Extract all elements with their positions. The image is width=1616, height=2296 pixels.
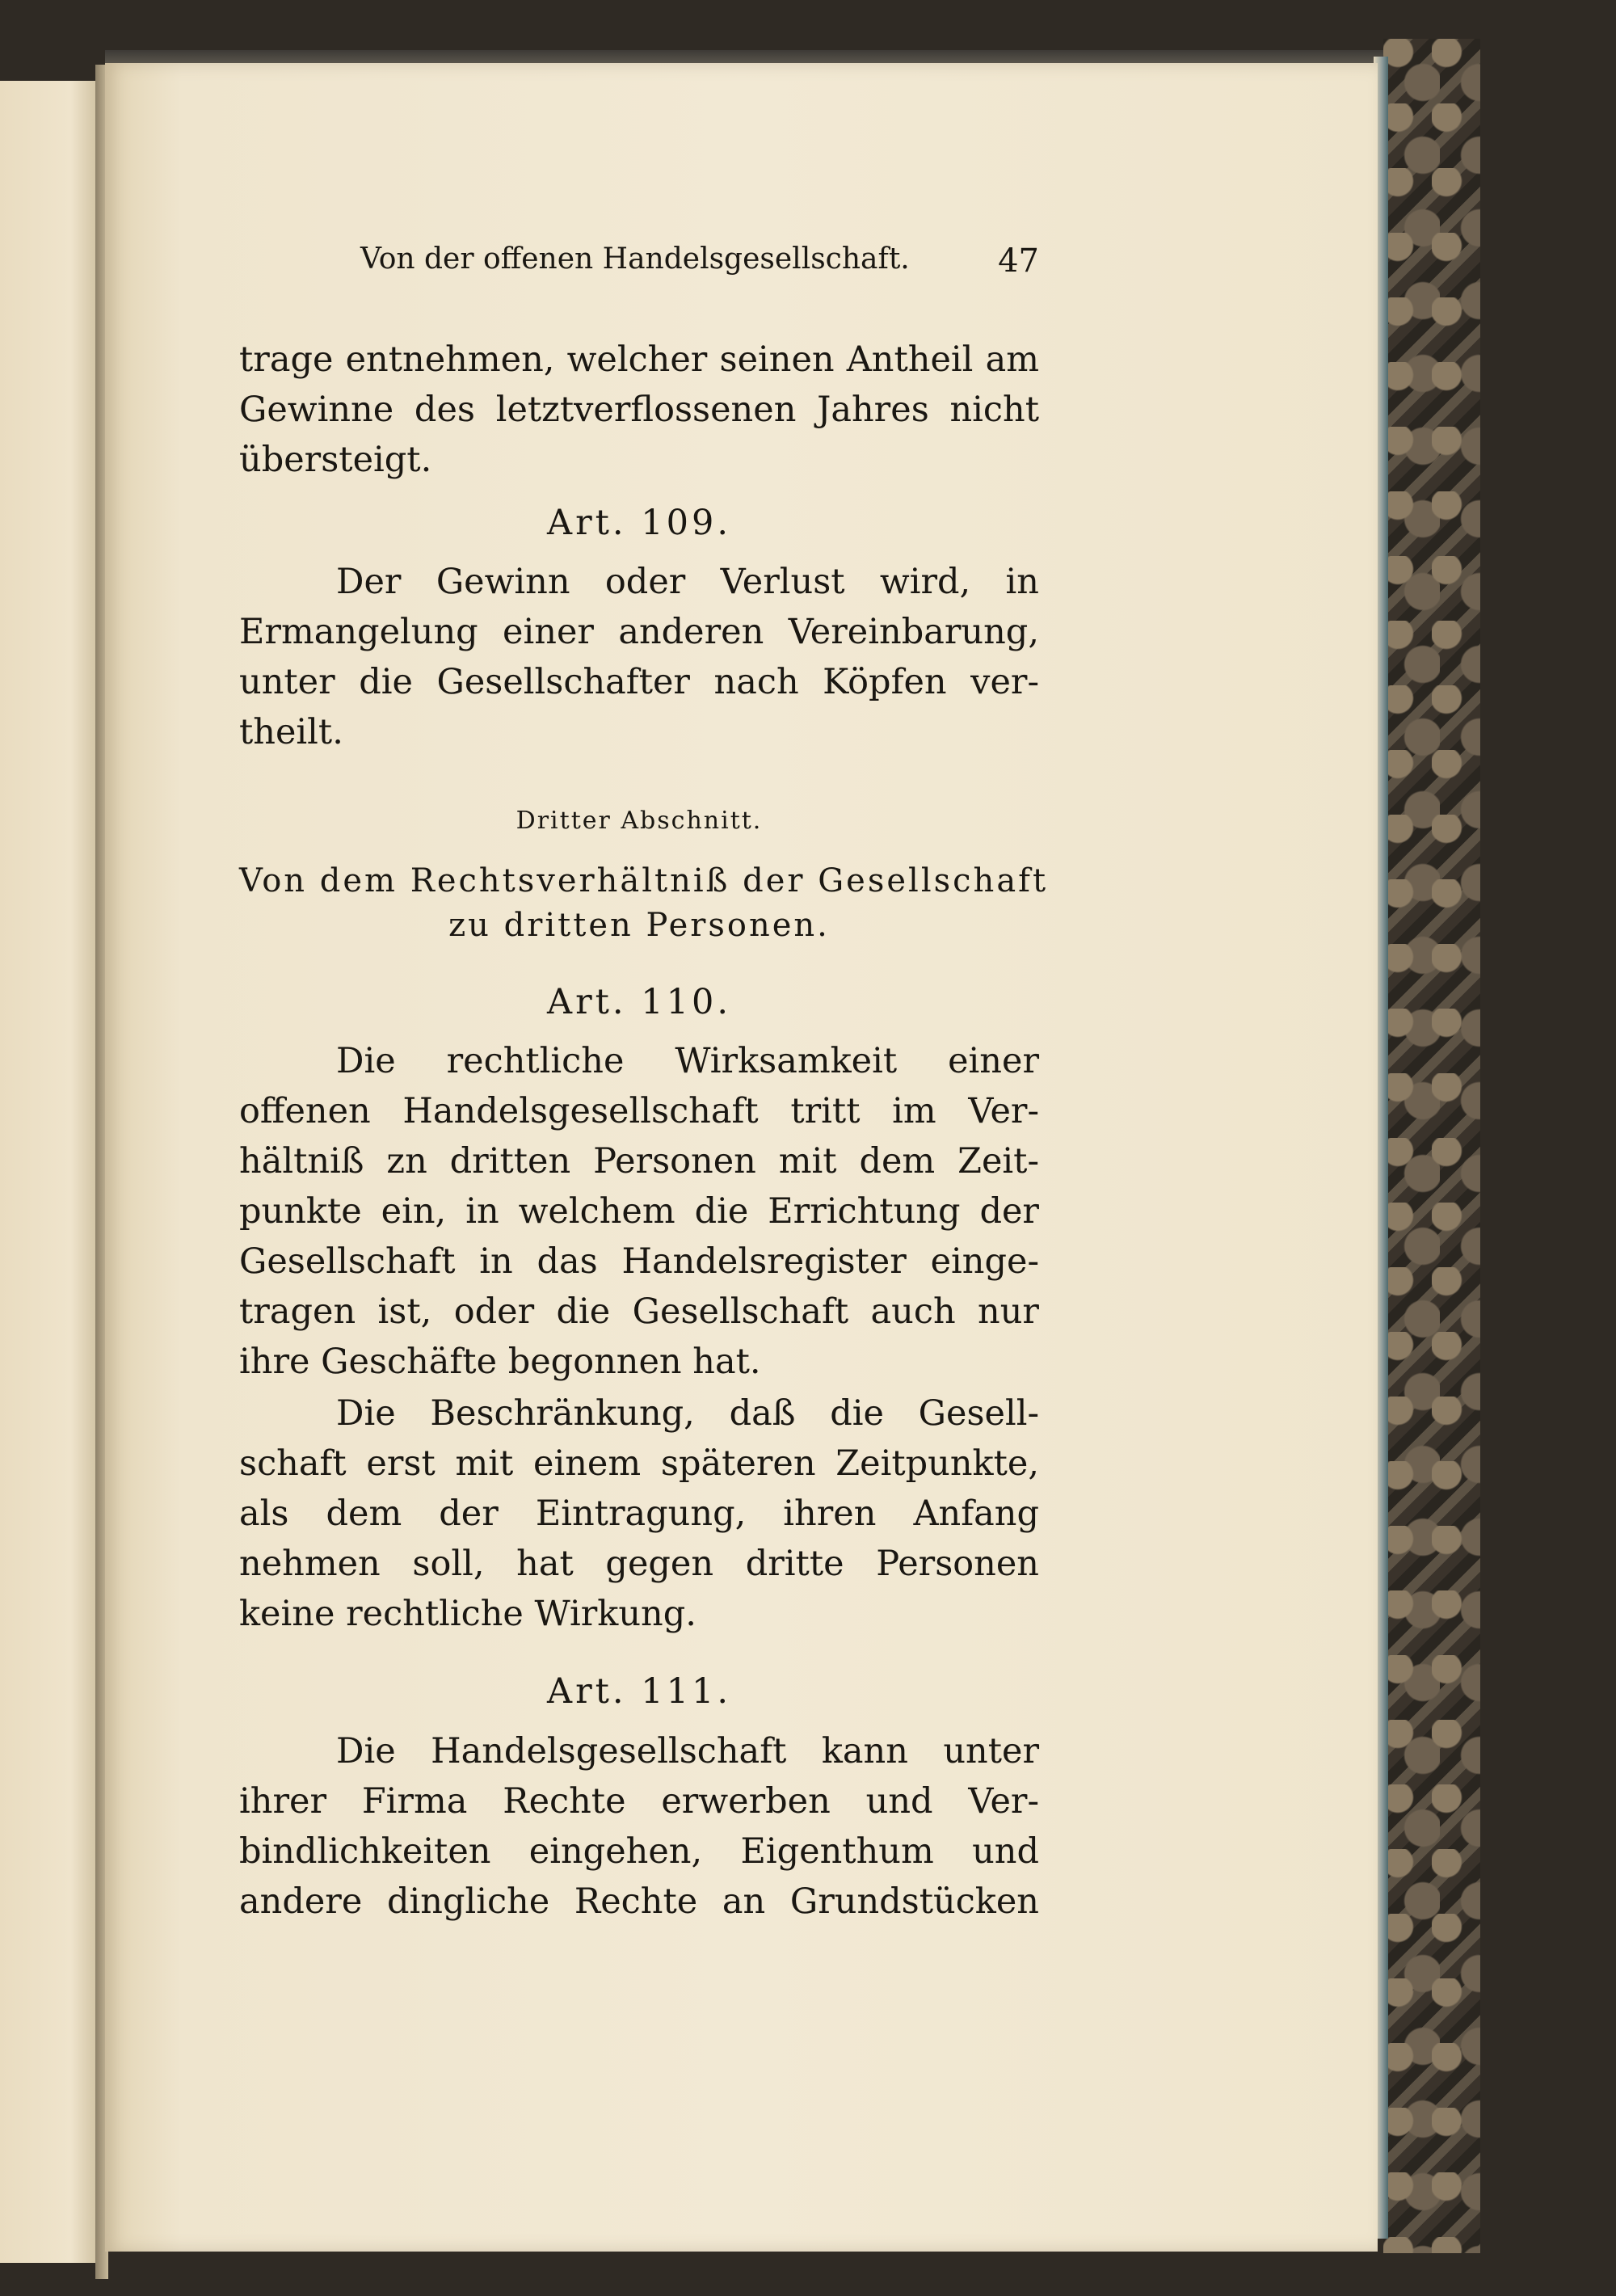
text-line: Der Gewinn oder Verlust wird, in <box>336 562 1039 602</box>
text-line: theilt. <box>239 712 343 752</box>
article-110-heading: Art. 110. <box>547 982 731 1022</box>
text-line: ihrer Firma Rechte erwerben und Ver- <box>239 1781 1039 1822</box>
text-line: schaft erst mit einem späteren Zeitpunkte, <box>239 1443 1039 1484</box>
section-heading-line: Von dem Rechtsverhältniß der Gesellschaft <box>239 862 1049 899</box>
marbled-cover <box>1383 39 1480 2253</box>
left-page-edge <box>0 81 101 2263</box>
text-line: Die Handelsgesellschaft kann unter <box>336 1731 1039 1772</box>
text-line: offenen Handelsgesellschaft tritt im Ver- <box>239 1091 1039 1131</box>
text-line: hältniß zn dritten Personen mit dem Zeit- <box>239 1141 1039 1182</box>
text-line: nehmen soll, hat gegen dritte Personen <box>239 1544 1039 1584</box>
text-line: Gesellschaft in das Handelsregister einge- <box>239 1241 1039 1282</box>
page-number: 47 <box>998 242 1039 280</box>
text-line: unter die Gesellschafter nach Köpfen ver- <box>239 662 1039 702</box>
text-line: übersteigt. <box>239 440 432 480</box>
article-109-heading: Art. 109. <box>547 503 731 543</box>
running-title: Von der offenen Handelsgesellschaft. <box>360 242 910 276</box>
text-line: punkte ein, in welchem die Errichtung der <box>239 1191 1039 1232</box>
text-line: als dem der Eintragung, ihren Anfang <box>239 1493 1039 1534</box>
section-heading-line: zu dritten Personen. <box>448 907 830 944</box>
text-line: andere dingliche Rechte an Grundstücken <box>239 1881 1039 1922</box>
section-label: Dritter Abschnitt. <box>516 807 763 835</box>
text-line: tragen ist, oder die Gesellschaft auch nur <box>239 1291 1039 1332</box>
text-line: bindlichkeiten eingehen, Eigenthum und <box>239 1831 1039 1872</box>
text-line: Ermangelung einer anderen Vereinbarung, <box>239 612 1039 652</box>
text-line: Die rechtliche Wirksamkeit einer <box>336 1041 1039 1081</box>
text-line: ihre Geschäfte begonnen hat. <box>239 1342 761 1382</box>
text-line: Gewinne des letztverflossenen Jahres nicht <box>239 390 1039 430</box>
text-line: trage entnehmen, welcher seinen Antheil am <box>239 339 1039 380</box>
text-line: Die Beschränkung, daß die Gesell- <box>336 1393 1039 1434</box>
text-line: keine rechtliche Wirkung. <box>239 1594 696 1634</box>
article-111-heading: Art. 111. <box>547 1671 731 1712</box>
